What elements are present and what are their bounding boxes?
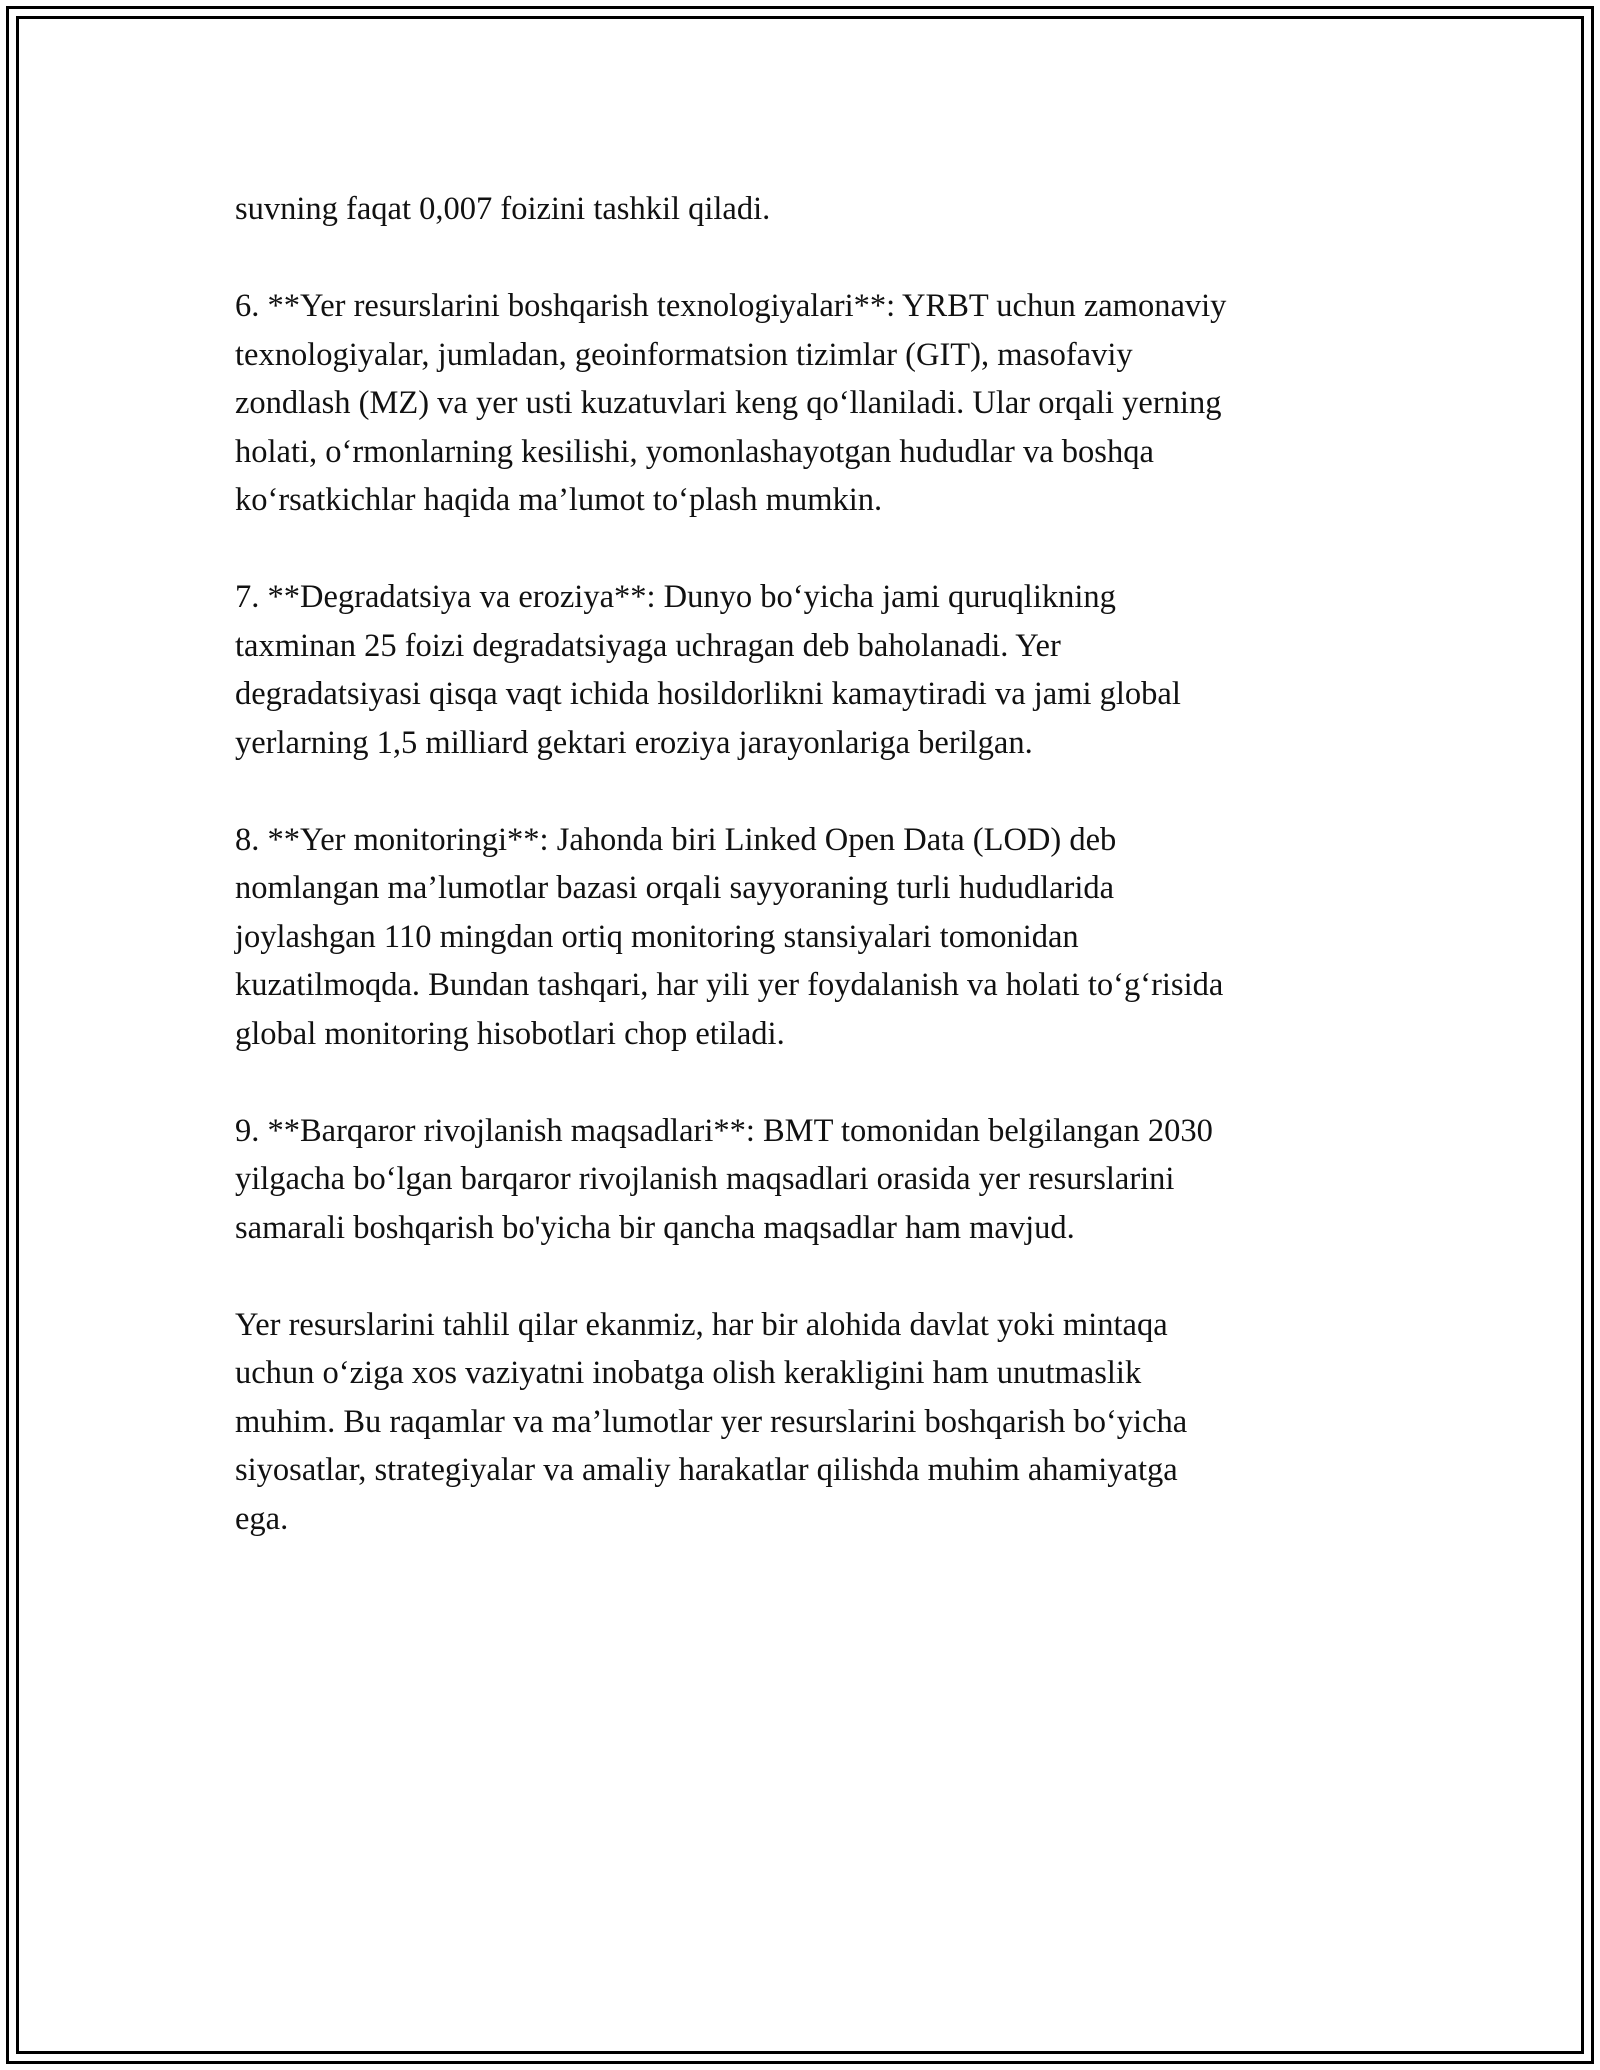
paragraph-item-6: 6. **Yer resurslarini boshqarish texnologiyalari**: YRBT uchun zamonaviy texnologiyalar, jumladan, geoinformatsion tizimlar (GIT), masofaviy zondlash (MZ) va yer usti kuzatuvlari keng qo‘llaniladi. Ular orqali yerning holati, o‘rmonlarning kesilishi, yomonlashayotgan hududlar va boshqa ko‘rsatkichlar haqida ma’lumot to‘plash mumkin.	[235, 288, 1227, 518]
paragraph-item-7: 7. **Degradatsiya va eroziya**: Dunyo bo‘yicha jami quruqlikning taxminan 25 foizi degradatsiyaga uchragan deb baholanadi. Yer degradatsiyasi qisqa vaqt ichida hosildorlikni kamaytiradi va jami global yerlarning 1,5 milliard gektari eroziya jarayonlariga berilgan.	[235, 579, 1181, 761]
paragraph-item-8: 8. **Yer monitoringi**: Jahonda biri Linked Open Data (LOD) deb nomlangan ma’lumotlar bazasi orqali sayyoraning turli hududlarida joylashgan 110 mingdan ortiq monitoring stansiyalari tomonidan kuzatilmoqda. Bundan tashqari, har yili yer foydalanish va holati to‘g‘risida global monitoring hisobotlari chop etiladi.	[235, 821, 1224, 1052]
document-body	[235, 185, 1375, 1592]
paragraph-conclusion: Yer resurslarini tahlil qilar ekanmiz, har bir alohida davlat yoki mintaqa uchun o‘ziga xos vaziyatni inobatga olish kerakligini ham unutmaslik muhim. Bu raqamlar va ma’lumotlar yer resurslarini boshqarish bo‘yicha siyosatlar, strategiyalar va amaliy harakatlar qilishda muhim ahamiyatga ega.	[235, 1306, 1188, 1537]
paragraph-item-9: 9. **Barqaror rivojlanish maqsadlari**: BMT tomonidan belgilangan 2030 yilgacha bo‘lgan barqaror rivojlanish maqsadlari orasida yer resurslarini samarali boshqarish bo'yicha bir qancha maqsadlar ham mavjud.	[235, 1112, 1213, 1246]
paragraph-continuation: suvning faqat 0,007 foizini tashkil qiladi.	[235, 191, 771, 227]
